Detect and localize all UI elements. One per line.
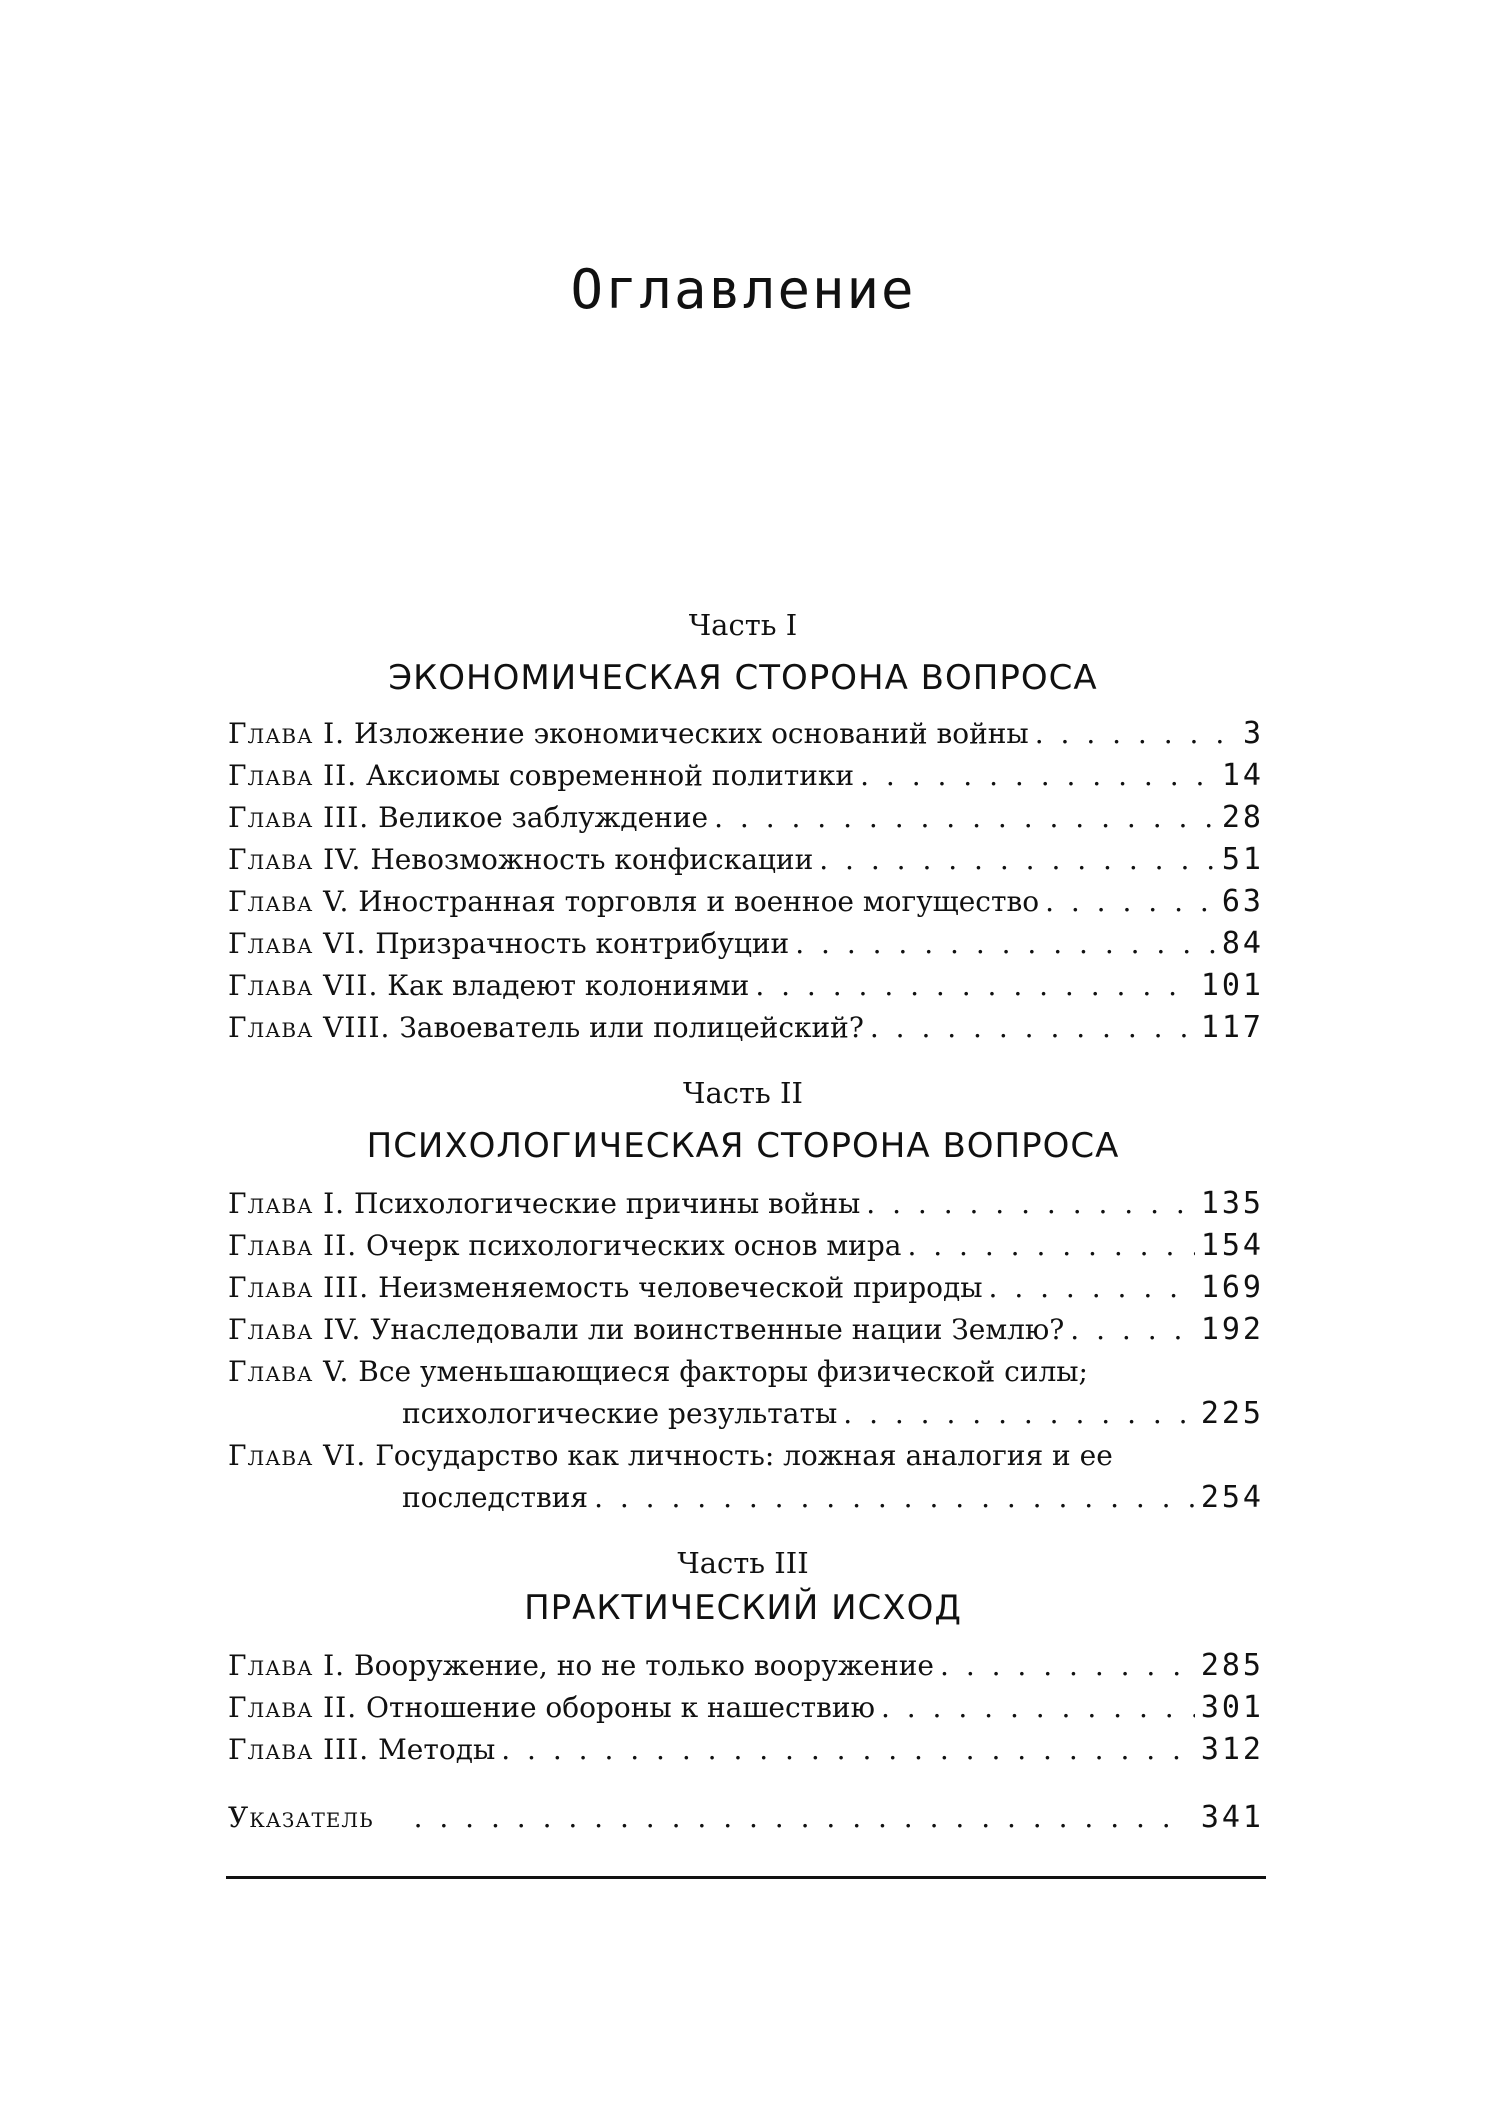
toc-entry[interactable] [228, 840, 1264, 880]
chapter-title: Унаследовали ли воинственные нации Землю? [370, 1313, 1065, 1346]
chapter-number: Глава IV. [228, 1313, 362, 1346]
page-number: 301 [1200, 1690, 1264, 1725]
dot-leader [866, 1184, 1195, 1224]
chapter-title: Завоеватель или полицейский? [399, 1011, 864, 1044]
dot-leader [843, 1394, 1195, 1434]
chapter-title: Психологические причины войны [354, 1187, 861, 1220]
dot-leader [940, 1646, 1195, 1686]
dot-leader [501, 1730, 1195, 1770]
chapter-title: Вооружение, но не только вооружение [354, 1649, 935, 1682]
dot-leader [989, 1268, 1195, 1308]
toc-entry[interactable] [228, 1008, 1264, 1048]
toc-entry[interactable] [228, 714, 1264, 754]
toc-entry-continued[interactable] [402, 1478, 1264, 1518]
chapter-title: Все уменьшающиеся факторы физической силы; [358, 1355, 1088, 1388]
chapter-title: Неизменяемость человеческой природы [378, 1271, 983, 1304]
dot-leader [881, 1688, 1195, 1728]
chapter-number: Глава VI. [228, 1439, 367, 1472]
part-2-label: Часть II [683, 1076, 803, 1110]
chapter-number: Глава VI. [228, 927, 367, 960]
toc-entry[interactable] [228, 966, 1264, 1006]
page-number: 312 [1200, 1732, 1264, 1767]
toc-entry[interactable] [228, 1310, 1264, 1350]
dot-leader [860, 756, 1216, 796]
page-number: 3 [1242, 716, 1264, 751]
part-3-title: ПРАКТИЧЕСКИЙ ИСХОД [524, 1588, 962, 1628]
toc-entry[interactable] [228, 756, 1264, 796]
toc-entry[interactable] [228, 798, 1264, 838]
page-number: 51 [1221, 842, 1264, 877]
page-number: 14 [1221, 758, 1264, 793]
page-number: 285 [1200, 1648, 1264, 1683]
toc-entry[interactable] [228, 1352, 1264, 1392]
page-number: 154 [1200, 1228, 1264, 1263]
toc-entry[interactable] [228, 1184, 1264, 1224]
index-label: Указатель [228, 1801, 374, 1834]
page-number: 254 [1200, 1480, 1264, 1515]
toc-entry-index[interactable] [228, 1798, 1264, 1838]
page-number: 117 [1200, 1010, 1264, 1045]
part-1-label: Часть I [688, 608, 798, 642]
toc-entry[interactable] [228, 1268, 1264, 1308]
dot-leader [795, 924, 1216, 964]
dot-leader [414, 1798, 1171, 1838]
chapter-number: Глава V. [228, 885, 350, 918]
toc-entry[interactable] [228, 1688, 1264, 1728]
dot-leader [870, 1008, 1195, 1048]
page-number: 84 [1221, 926, 1264, 961]
toc-entry-continued[interactable] [402, 1394, 1264, 1434]
chapter-number: Глава I. [228, 1649, 346, 1682]
dot-leader [819, 840, 1216, 880]
chapter-title: Методы [378, 1733, 496, 1766]
chapter-number: Глава I. [228, 717, 346, 750]
dot-leader [714, 798, 1216, 838]
dot-leader [1070, 1310, 1195, 1350]
part-1-title: ЭКОНОМИЧЕСКАЯ СТОРОНА ВОПРОСА [388, 658, 1098, 698]
toc-entry[interactable] [228, 1730, 1264, 1770]
chapter-title: Иностранная торговля и военное могущество [358, 885, 1040, 918]
page-title: Оглавление [570, 258, 916, 321]
dot-leader [1045, 882, 1216, 922]
dot-leader [1035, 714, 1237, 754]
chapter-number: Глава V. [228, 1355, 350, 1388]
page-number: 225 [1200, 1396, 1264, 1431]
part-2-title: ПСИХОЛОГИЧЕСКАЯ СТОРОНА ВОПРОСА [366, 1126, 1120, 1166]
dot-leader [907, 1226, 1194, 1266]
chapter-number: Глава III. [228, 1271, 370, 1304]
toc-entry[interactable] [228, 1436, 1264, 1476]
page-number: 63 [1221, 884, 1264, 919]
chapter-number: Глава VIII. [228, 1011, 391, 1044]
chapter-title: Призрачность контрибуции [375, 927, 790, 960]
chapter-number: Глава II. [228, 759, 358, 792]
chapter-title: Государство как личность: ложная аналогия и ее [375, 1439, 1113, 1472]
chapter-number: Глава VII. [228, 969, 379, 1002]
chapter-title: Великое заблуждение [378, 801, 709, 834]
chapter-number: Глава III. [228, 801, 370, 834]
page-number: 341 [1200, 1800, 1264, 1835]
toc-entry[interactable] [228, 882, 1264, 922]
chapter-number: Глава I. [228, 1187, 346, 1220]
chapter-title: Изложение экономических оснований войны [354, 717, 1029, 750]
page-number: 192 [1200, 1312, 1264, 1347]
chapter-number: Глава II. [228, 1691, 358, 1724]
dot-leader [594, 1478, 1195, 1518]
chapter-title-continued: психологические результаты [402, 1397, 838, 1430]
chapter-title: Очерк психологических основ мира [366, 1229, 902, 1262]
chapter-number: Глава II. [228, 1229, 358, 1262]
chapter-title: Отношение обороны к нашествию [366, 1691, 875, 1724]
dot-leader [755, 966, 1195, 1006]
page-number: 101 [1200, 968, 1264, 1003]
chapter-title: Невозможность конфискации [370, 843, 814, 876]
page-number: 135 [1200, 1186, 1264, 1221]
toc-entry[interactable] [228, 1646, 1264, 1686]
chapter-title-continued: последствия [402, 1481, 589, 1514]
chapter-number: Глава IV. [228, 843, 362, 876]
page-number: 169 [1200, 1270, 1264, 1305]
chapter-title: Аксиомы современной политики [366, 759, 855, 792]
part-3-label: Часть III [677, 1546, 809, 1580]
toc-entry[interactable] [228, 924, 1264, 964]
page-number: 28 [1221, 800, 1264, 835]
chapter-title: Как владеют колониями [387, 969, 750, 1002]
toc-entry[interactable] [228, 1226, 1264, 1266]
bottom-rule [226, 1876, 1266, 1879]
chapter-number: Глава III. [228, 1733, 370, 1766]
